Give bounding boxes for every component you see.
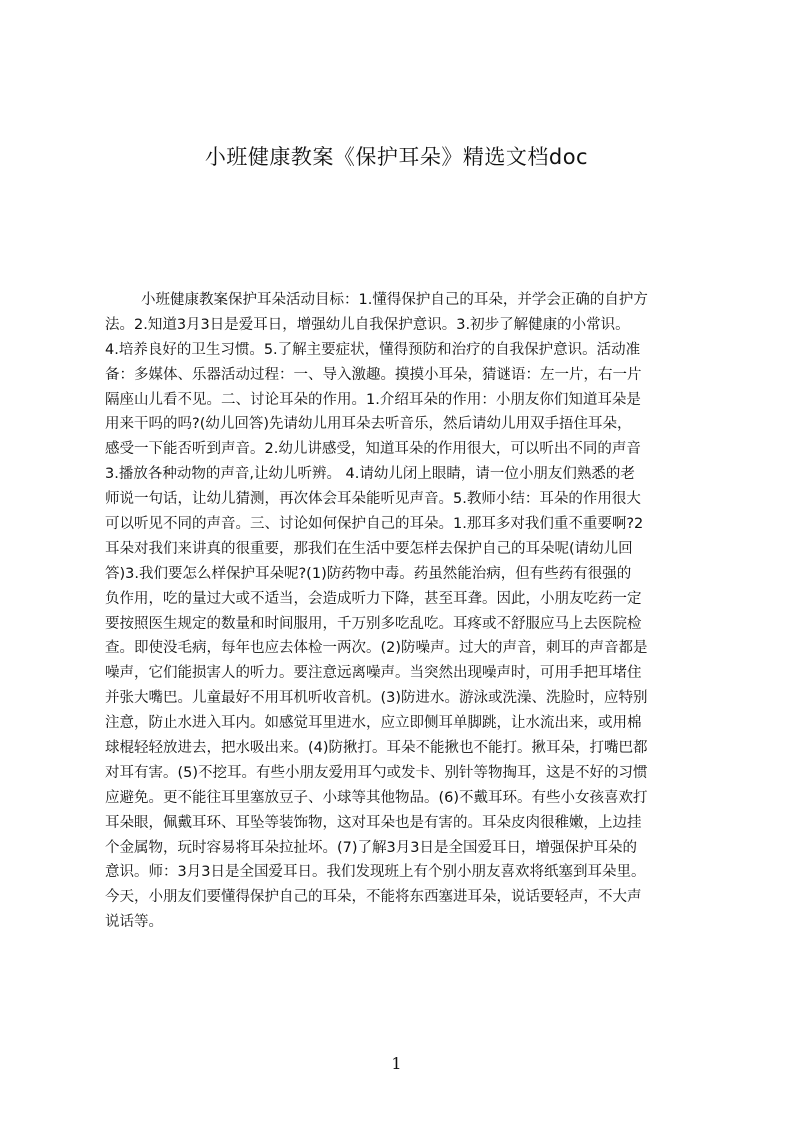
body-line: 说话等。 — [105, 914, 163, 931]
body-line: 耳朵眼，佩戴耳环、耳坠等装饰物，这对耳朵也是有害的。耳朵皮肉很稚嫩，上边挂 — [105, 814, 642, 831]
body-line: 法。2.知道3月3日是爱耳日，增强幼儿自我保护意识。3.初步了解健康的小常识。 — [105, 316, 630, 333]
body-line: 感受一下能否听到声音。2.幼儿讲感受，知道耳朵的作用很大，可以听出不同的声音 — [105, 441, 641, 458]
body-line: 耳朵对我们来讲真的很重要，那我们在生活中要怎样去保护自己的耳朵呢(请幼儿回 — [105, 540, 633, 557]
body-line: 负作用，吃的量过大或不适当，会造成听力下降，甚至耳聋。因此，小朋友吃药一定 — [105, 590, 642, 607]
body-line: 4.培养良好的卫生习惯。5.了解主要症状，懂得预防和治疗的自我保护意识。活动准 — [105, 341, 641, 358]
body-line: 今天，小朋友们要懂得保护自己的耳朵，不能将东西塞进耳朵，说话要轻声，不大声 — [105, 889, 642, 906]
body-line: 球棍轻轻放进去，把水吸出来。(4)防揪打。耳朵不能揪也不能打。揪耳朵，打嘴巴都 — [105, 740, 648, 757]
body-line: 噪声，它们能损害人的听力。要注意远离噪声。当突然出现噪声时，可用手把耳堵住 — [105, 665, 642, 682]
page-number: 1 — [391, 1054, 402, 1073]
body-line: 3.播放各种动物的声音,让幼儿听辨。 4.请幼儿闭上眼睛，请一位小朋友们熟悉的老 — [105, 466, 635, 483]
body-line: 对耳有害。(5)不挖耳。有些小朋友爱用耳勺或发卡、别针等物掏耳，这是不好的习惯 — [105, 764, 648, 781]
body-line: 注意，防止水进入耳内。如感觉耳里进水，应立即侧耳单脚跳，让水流出来，或用棉 — [105, 715, 642, 732]
body-line: 查。即使没毛病，每年也应去体检一两次。(2)防噪声。过大的声音，刺耳的声音都是 — [105, 640, 648, 657]
document-title: 小班健康教案《保护耳朵》精选文档doc — [204, 145, 589, 169]
body-line: 意识。师：3月3日是全国爱耳日。我们发现班上有个别小朋友喜欢将纸塞到耳朵里。 — [105, 864, 646, 881]
body-line: 备：多媒体、乐器活动过程：一、导入激趣。摸摸小耳朵，猜谜语：左一片，右一片 — [105, 366, 642, 383]
body-line: 并张大嘴巴。儿童最好不用耳机听收音机。(3)防进水。游泳或洗澡、洗脸时，应特别 — [105, 690, 648, 707]
body-line: 个金属物，玩时容易将耳朵拉扯坏。(7)了解3月3日是全国爱耳日，增强保护耳朵的 — [105, 839, 637, 856]
body-line: 要按照医生规定的数量和时间服用，千万别多吃乱吃。耳疼或不舒服应马上去医院检 — [105, 615, 642, 632]
body-line: 用来干吗的吗?(幼儿回答)先请幼儿用耳朵去听音乐，然后请幼儿用双手捂住耳朵， — [105, 416, 632, 433]
body-line: 答)3.我们要怎么样保护耳朵呢?(1)防药物中毒。药虽然能治病，但有些药有很强的 — [105, 565, 632, 582]
body-line: 隔座山儿看不见。二、讨论耳朵的作用。1.介绍耳朵的作用：小朋友你们知道耳朵是 — [105, 391, 641, 408]
document-body — [105, 288, 697, 993]
body-line: 师说一句话，让幼儿猜测，再次体会耳朵能听见声音。5.教师小结：耳朵的作用很大 — [105, 491, 641, 508]
body-line: 可以听见不同的声音。三、讨论如何保护自己的耳朵。1.那耳多对我们重不重要啊?2 — [105, 516, 644, 533]
body-line: 应避免。更不能往耳里塞放豆子、小球等其他物品。(6)不戴耳环。有些小女孩喜欢打 — [105, 789, 648, 806]
body-line: 小班健康教案保护耳朵活动目标：1.懂得保护自己的耳朵，并学会正确的自护方 — [141, 292, 648, 308]
